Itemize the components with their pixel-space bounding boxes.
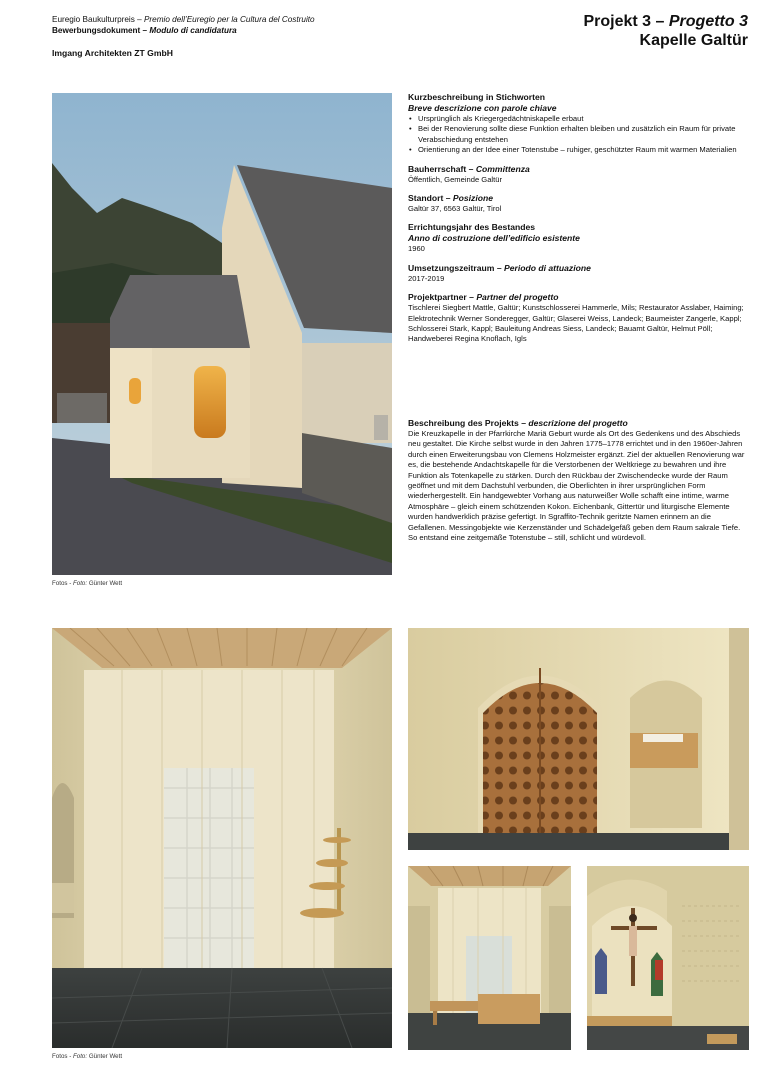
list-item: • Bei der Renovierung sollte diese Funktion erhalten bleiben und zusätzlich ein Raum für private Verabschiedung entstehen [408,124,750,145]
photo-crucifix [587,866,749,1050]
project-partners-title-de: Projektpartner [408,292,467,303]
location-title-de: Standort [408,193,444,204]
project-number-sep: – [651,13,669,30]
header-left [52,14,315,59]
caption-bottom-it: Foto: [72,1053,88,1060]
list-item: • Ursprünglich als Kriegergedächtniskapelle erbaut [408,114,750,124]
info-column [408,92,750,353]
location-title [408,193,750,204]
section-project-partners [408,292,750,345]
client-title-de: Bauherrschaft [408,163,467,174]
photo-caption-bottom [52,1053,122,1060]
project-name: Kapelle Galtür [639,32,748,49]
competition-title-it: Premio dell’Euregio per la Cultura del Costruito [143,15,315,24]
photo-exterior [52,93,392,575]
photo-caption-top [52,580,122,587]
client-value: Öffentlich, Gemeinde Galtür [408,174,502,184]
project-description-title-sep: – [518,418,529,428]
photo-interior-curtain [52,628,392,1048]
construction-year-value: 1960 [408,244,425,254]
project-number-de: Projekt 3 [583,13,652,30]
project-description-title-de: Beschreibung des Projekts [408,418,519,428]
project-number-it: Progetto 3 [668,13,748,30]
implementation-period-title-it: Periodo di attuazione [504,262,591,273]
project-description-title-it: descrizione del progetto [528,418,628,428]
construction-year-title-it: Anno di costruzione dell’edificio esistente [408,233,580,244]
document-type [52,25,315,36]
short-description-title-it: Breve descrizione con parole chiave [408,103,557,113]
project-description-title [408,418,750,429]
project-description-text: Die Kreuzkapelle in der Pfarrkirche Mariä Geburt wurde als Ort des Gedenkens und des Abschieds neu gestaltet. Die Kirche selbst wurde in den Jahren 1775–1778 errichtet und in den 1960er-Jahren durch einen Erweiterungsbau von Clemens Holzmeister ergänzt. Ziel der aktuellen Renovierung war es, die bestehende Andachtskapelle für die Verstorbenen der Weltkriege zu bewahren und ihre Funktion als Totenkapelle zu stärken. Durch den Rückbau der Zwischendecke wurde der Raum geöffnet und mit dem Dachstuhl verbunden, die Oberlichten in ihrer ursprünglichen Form wiederhergestellt. Ein handgewebter Vorhang aus naturweißer Wolle schafft eine intime, warme Atmosphäre – gleich einem schützenden Kokon. Eichenbank, Gittertür und liturgische Elemente wurden handwerklich präzise gefertigt. In Sgraffito-Technik geritzte Namen erinnern an die Gefallenen. Messingobjekte wie Kerzenständer und Schädelgefäß geben dem Raum sakrale Tiefe. So entstand eine zeitgemäße Totenstube – still, schlicht und würdevoll. [408,429,745,543]
project-partners-title [408,292,750,303]
competition-title-sep: – [134,15,144,24]
caption-top-it: Foto: [72,580,88,587]
implementation-period-title [408,263,750,274]
project-number [583,12,748,31]
implementation-period-title-sep: – [494,262,504,273]
section-client [408,164,750,185]
client-title-it: Committenza [475,163,530,174]
section-implementation-period [408,263,750,284]
architect-firm: Imgang Architekten ZT GmbH [52,48,173,58]
header-right [583,12,748,50]
project-partners-title-sep: – [466,292,477,303]
caption-bottom-name: Günter Wett [87,1053,123,1060]
short-description-title-de: Kurzbeschreibung in Stichworten [408,92,546,102]
project-description [408,418,750,543]
implementation-period-value: 2017-2019 [408,273,445,283]
competition-title-de: Euregio Baukulturpreis [52,15,135,24]
implementation-period-title-de: Umsetzungszeitraum [408,262,495,273]
competition-title [52,14,315,25]
construction-year-title-de: Errichtungsjahr des Bestandes [408,222,536,233]
caption-bottom-de: Fotos - [52,1053,73,1060]
photo-door [408,628,749,850]
section-location [408,193,750,214]
location-title-sep: – [443,193,453,204]
document-type-it: Modulo di candidatura [149,26,237,35]
document-type-de: Bewerbungsdokument [52,26,141,35]
client-title [408,164,750,175]
short-description-list [408,114,750,156]
location-title-it: Posizione [452,193,494,204]
project-partners-value: Tischlerei Siegbert Mattle, Galtür; Kunstschlosserei Hammerle, Mils; Restaurator Asslaber, Haiming; Elektrotechnik Werner Sonderegger, Galtür; Glaserei Weiss, Landeck; Baumeister Zangerle, Kappl; Schlosserei Stark, Kappl; Bauleitung Andreas Siess, Landeck; Bauamt Galtür, Helmut Pöll; Handweberei Regina Knoflach, Igls [408,303,744,344]
list-item: • Orientierung an der Idee einer Totenstube – ruhiger, geschützter Raum mit warmen Materialien [408,145,750,155]
photo-bench [408,866,571,1050]
client-title-sep: – [466,163,476,174]
document-type-sep: – [140,26,150,35]
project-partners-title-it: Partner del progetto [476,292,559,303]
section-short-description [408,92,750,156]
caption-top-de: Fotos - [52,580,73,587]
location-value: Galtür 37, 6563 Galtür, Tirol [408,204,502,214]
section-construction-year [408,222,750,254]
caption-top-name: Günter Wett [87,580,123,587]
